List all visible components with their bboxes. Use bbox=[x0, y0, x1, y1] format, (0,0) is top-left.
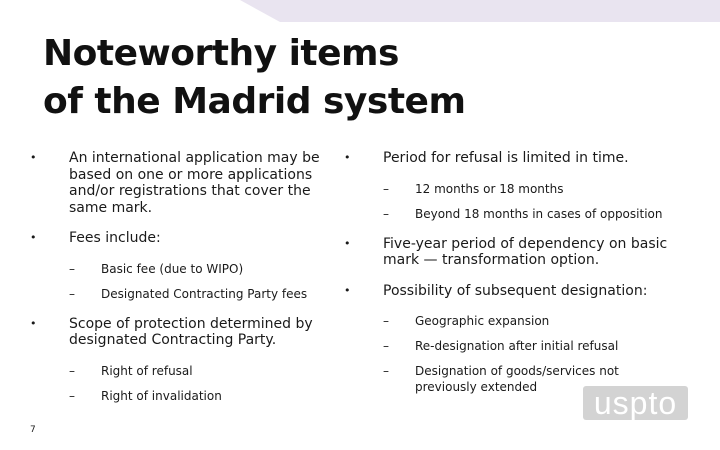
bullet-icon: • bbox=[344, 151, 351, 164]
sub-item bbox=[69, 286, 350, 302]
sub-item-text: Re-designation after initial refusal bbox=[415, 339, 619, 353]
title-line-1: Noteworthy items bbox=[43, 33, 399, 74]
bullet-item bbox=[344, 283, 674, 396]
sub-item bbox=[69, 388, 350, 404]
uspto-logo: uspto bbox=[583, 386, 688, 420]
bullet-text: Scope of protection determined by designated Contracting Party. bbox=[69, 315, 313, 348]
left-column bbox=[30, 150, 350, 418]
bullet-icon: • bbox=[344, 283, 351, 297]
dash-icon: – bbox=[383, 364, 389, 378]
dash-icon: – bbox=[383, 206, 389, 221]
dash-icon: – bbox=[383, 181, 389, 196]
bullet-text: Five-year period of dependency on basic mark — transformation option. bbox=[383, 235, 668, 268]
top-accent-shape bbox=[240, 0, 720, 22]
sub-item-text: Designation of goods/services not previously extended bbox=[415, 364, 619, 394]
sub-list bbox=[383, 181, 674, 222]
bullet-item bbox=[30, 150, 350, 216]
dash-icon: – bbox=[383, 314, 389, 328]
bullet-item bbox=[30, 316, 350, 404]
sub-item bbox=[69, 363, 350, 379]
sub-list bbox=[383, 313, 674, 395]
slide-title bbox=[43, 30, 465, 126]
dash-icon: – bbox=[69, 388, 75, 403]
bullet-icon: • bbox=[30, 151, 37, 164]
dash-icon: – bbox=[383, 339, 389, 353]
sub-item bbox=[383, 181, 674, 197]
bullet-item bbox=[344, 150, 674, 222]
bullet-icon: • bbox=[30, 231, 37, 244]
sub-list bbox=[69, 363, 350, 404]
sub-item bbox=[383, 313, 674, 329]
page-number: 7 bbox=[30, 425, 36, 435]
bullet-text: Fees include: bbox=[69, 230, 161, 246]
sub-item-text: Right of invalidation bbox=[101, 388, 222, 403]
bullet-text: Possibility of subsequent designation: bbox=[383, 282, 648, 299]
bullet-text: An international application may be based on one or more applications and/or registrations that cover the same mark. bbox=[69, 150, 320, 216]
sub-item-text: Beyond 18 months in cases of opposition bbox=[415, 206, 663, 221]
dash-icon: – bbox=[69, 261, 75, 276]
sub-item-text: Designated Contracting Party fees bbox=[101, 286, 308, 301]
sub-item-text: Right of refusal bbox=[101, 363, 193, 378]
dash-icon: – bbox=[69, 286, 75, 301]
bullet-item bbox=[30, 230, 350, 302]
bullet-text: Period for refusal is limited in time. bbox=[383, 150, 629, 166]
title-line-2: of the Madrid system bbox=[43, 81, 466, 122]
right-column bbox=[344, 150, 674, 409]
bullet-icon: • bbox=[344, 236, 351, 250]
dash-icon: – bbox=[69, 363, 75, 378]
sub-item-text: Geographic expansion bbox=[415, 314, 550, 328]
sub-list bbox=[69, 261, 350, 302]
sub-item bbox=[383, 338, 674, 354]
sub-item bbox=[383, 206, 674, 222]
bullet-item bbox=[344, 236, 674, 269]
sub-item-text: Basic fee (due to WIPO) bbox=[101, 261, 244, 276]
sub-item-text: 12 months or 18 months bbox=[415, 181, 564, 196]
sub-item bbox=[69, 261, 350, 277]
bullet-icon: • bbox=[30, 316, 37, 330]
